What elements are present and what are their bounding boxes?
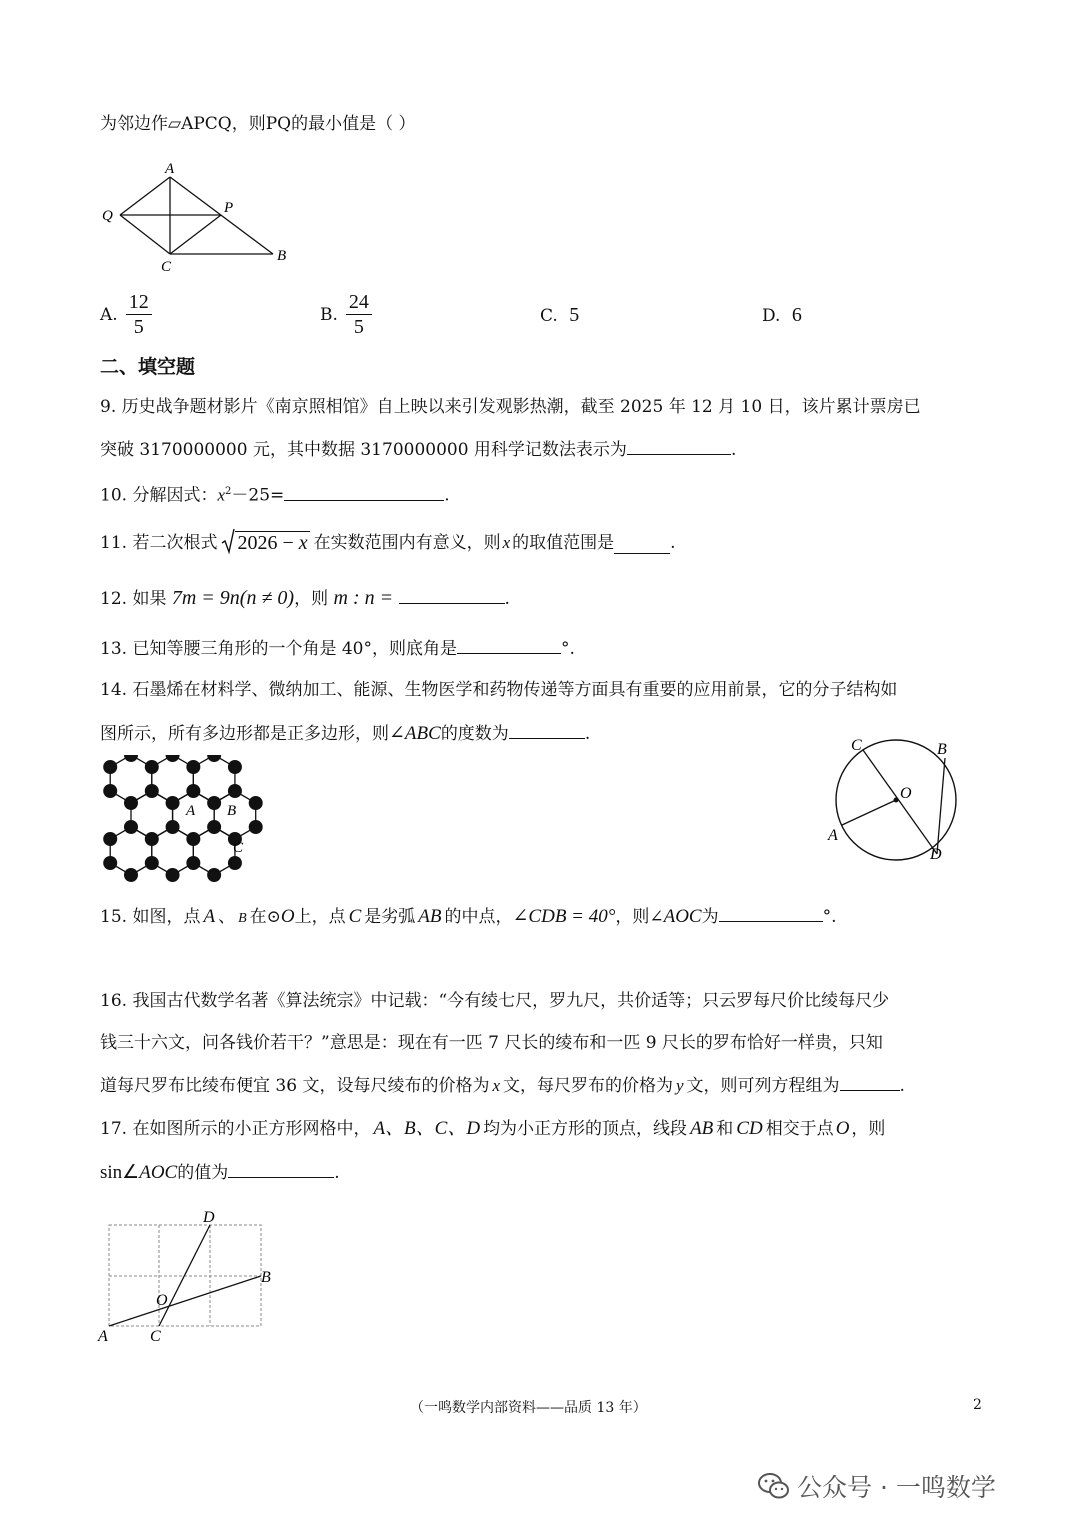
q11-text-mid: 在实数范围内有意义，则 [313,533,501,553]
q10-text: 10. 分解因式： [100,485,218,506]
q17-label-D: D [203,1209,215,1226]
q14-line2 [100,722,590,745]
q8-option-a-fraction [126,290,152,339]
q17-point-O: O [835,1118,850,1139]
graphene-atom [186,760,200,774]
q15-text-pre: 15. 如图，点 [100,907,201,927]
q15-on-circle: 在⊙ [249,907,281,927]
q15-text-mid3: 的中点， [444,907,513,927]
q17-points: A、B、C、D [373,1118,481,1139]
q9-line1: 9. 历史战争题材影片《南京照相馆》自上映以来引发观影热潮，截至 2025 年 12 月 10 日，该片累计票房已 [100,397,921,417]
graphene-atom [207,755,221,762]
q17-and: 和 [716,1119,734,1139]
q17-sin: sin∠ [100,1162,140,1183]
q12-text-pre: 12. 如果 [100,589,167,609]
q15-line [100,905,837,930]
q8-option-c[interactable] [540,304,579,327]
watermark [757,1468,996,1504]
q17-label-A: A [98,1328,108,1345]
graphene-atom [145,760,159,774]
q15-circle-O: O [280,906,295,927]
graphene-atom [186,856,200,870]
q15-point-B: B [238,911,247,926]
q17-answer-blank[interactable] [228,1161,334,1178]
q15-condition: ∠CDB = 40° [512,906,616,927]
q8-label-B: B [277,248,287,264]
q11-var-x: x [502,533,511,552]
graphene-atom [207,868,221,882]
q14-graphene-figure [95,755,285,895]
q8-stem-tail: 为邻边作▱APCQ，则PQ的最小值是（ ） [100,114,416,134]
q14-label-B: B [227,803,237,819]
q14-label-A: A [186,803,196,819]
q11-answer-blank[interactable] [614,537,670,554]
q17-label-C: C [150,1328,161,1345]
q16-line1: 16. 我国古代数学名著《算法统宗》中记载：“今有绫七尺，罗九尺，共价适等；只云罗每尺价比绫每尺少 [100,991,890,1011]
q15-point-A: A [203,906,216,927]
graphene-atom [103,856,117,870]
q13-answer-blank[interactable] [457,637,561,654]
q16-var-x: x [492,1076,500,1095]
graphene-atom [124,868,138,882]
q8-label-C: C [161,259,172,275]
section-fill-in-blank-heading: 二、填空题 [100,356,196,378]
q16-line3 [100,1074,905,1097]
q8-option-b-label: B. [320,304,338,325]
q11-text-post: 的取值范围是 [512,533,615,553]
graphene-hexagon [152,755,194,803]
q15-angle-AOC: AOC [663,906,702,927]
q9-answer-blank[interactable] [627,438,731,455]
q11-radical [221,528,309,554]
q15-label-A: A [828,827,838,844]
graphene-atom [166,820,180,834]
q16-text-b: 文，每尺罗布的价格为 [503,1076,673,1096]
graphene-atom [124,796,138,810]
graphene-atom [166,796,180,810]
graphene-atom [228,760,242,774]
q8-option-b-numerator: 24 [346,290,372,315]
q17-label-B: B [261,1269,271,1286]
q8-option-d-label: D. [762,306,781,326]
q10-expr-rest: －25= [231,485,285,506]
q16-var-y: y [676,1076,684,1095]
q17-angle-AOC: AOC [139,1162,178,1183]
q11-text-pre: 11. 若二次根式 [100,533,218,553]
q15-point-C: C [348,906,362,927]
q14-text-post: 的度数为 [440,724,509,744]
q9-line2-text: 突破 3170000000 元，其中数据 3170000000 用科学记数法表示为 [100,440,627,460]
q15-answer-blank[interactable] [719,905,823,922]
q10-line [100,481,450,507]
q13-line [100,637,575,660]
graphene-atom [166,755,180,762]
q15-text-mid5: 为 [701,907,719,927]
q15-text-mid2: 是劣弧 [364,907,416,927]
graphene-atom [145,832,159,846]
q11-line [100,528,676,554]
page-number: 2 [973,1397,982,1413]
q17-segment-CD: CD [736,1118,763,1139]
watermark-text: 公众号 · 一鸣数学 [797,1473,996,1502]
q8-option-b-denominator: 5 [353,316,364,338]
q8-option-c-label: C. [540,306,558,326]
q15-text-mid1: 上，点 [294,907,346,927]
graphene-atom [103,784,117,798]
graphene-atom [145,856,159,870]
q17-text-c: 相交于点 [765,1119,834,1139]
graphene-hexagon [193,755,235,803]
graphene-atom [186,784,200,798]
graphene-atom [124,820,138,834]
q8-option-b-fraction [346,290,372,339]
q12-answer-blank[interactable] [399,587,505,604]
graphene-atom [207,820,221,834]
q10-end: . [444,485,450,506]
q15-circle-figure [822,730,967,865]
q11-radicand-x: x [298,532,308,554]
graphene-hexagon [110,827,152,875]
q16-end: . [899,1076,905,1096]
q17-text-value: 的值为 [177,1163,229,1183]
q14-line1: 14. 石墨烯在材料学、微纳加工、能源、生物医学和药物传递等方面具有重要的应用前景，它的分子结构如 [100,680,898,700]
q8-option-a-numerator: 12 [126,290,152,315]
q16-text-c: 文，则可列方程组为 [686,1076,840,1096]
q15-label-D: D [930,846,942,863]
q17-label-O: O [156,1292,168,1309]
q17-line2 [100,1161,340,1184]
q8-label-A: A [165,161,175,177]
wechat-icon [757,1471,791,1501]
q14-text-pre: 图所示，所有多边形都是正多边形，则 [100,724,389,744]
q15-sep: 、 [218,907,236,927]
q12-equation: 7m = 9n(n ≠ 0) [171,587,295,609]
graphene-atom [249,796,263,810]
graphene-atom [186,832,200,846]
q15-label-B: B [937,741,947,758]
q14-answer-blank[interactable] [509,722,585,739]
q10-exponent: 2 [225,486,232,497]
q17-text-a: 17. 在如图所示的小正方形网格中， [100,1119,371,1139]
graphene-hexagon [193,827,235,875]
graphene-atom [103,760,117,774]
q14-angle: ∠ABC [389,723,441,744]
graphene-hexagon [110,755,152,803]
q8-option-b[interactable] [320,290,372,339]
q10-var-x: x [217,485,225,505]
graphene-atom [124,755,138,762]
q8-parallelogram-figure [95,158,300,278]
q17-text-d: ，则 [851,1119,886,1139]
q16-text-a: 道每尺罗布比绫布便宜 36 文，设每尺绫布的价格为 [100,1076,490,1096]
q8-label-P: P [224,200,234,216]
q8-option-a-label: A. [100,304,118,325]
graphene-atom [166,868,180,882]
graphene-atom [228,784,242,798]
q13-end: °. [560,639,575,659]
q16-answer-blank[interactable] [840,1074,900,1091]
graphene-hexagon [131,791,173,839]
page-footer-note: （一鸣数学内部资料——品质 13 年） [410,1400,647,1416]
q11-radicand-number: 2026 − [237,532,299,554]
q10-answer-blank[interactable] [284,484,444,501]
graphene-atom [249,820,263,834]
q17-line1 [100,1118,885,1140]
graphene-hexagon [152,827,194,875]
q15-end: °. [822,907,837,927]
graphene-atom [228,856,242,870]
q14-end: . [584,724,591,744]
q15-label-O: O [900,785,912,802]
q12-line [100,587,510,610]
q15-text-mid4: ，则∠ [615,907,664,927]
radical-sign-icon [221,528,235,554]
graphene-atom [103,832,117,846]
q8-option-a[interactable] [100,290,152,339]
q9-line2 [100,438,736,461]
q8-option-a-denominator: 5 [133,316,144,338]
q11-end: . [670,533,676,553]
q8-option-c-value: 5 [569,304,580,326]
q8-option-d[interactable] [762,304,802,327]
q17-text-b: 均为小正方形的顶点，线段 [483,1119,688,1139]
q12-end: . [504,589,510,609]
q8-option-d-value: 6 [791,304,802,326]
q16-line2: 钱三十六文，问各钱价若干？”意思是：现在有一匹 7 尺长的绫布和一匹 9 尺长的罗布恰好一样贵，只知 [100,1033,883,1053]
q17-end: . [334,1163,340,1183]
q9-end: . [730,440,737,460]
q17-segment-AB: AB [690,1118,714,1139]
q8-label-Q: Q [102,208,113,224]
q17-grid-figure [95,1205,285,1350]
q12-text-mid: ，则 [294,589,329,609]
q14-label-C: C [233,840,244,856]
graphene-atom [207,796,221,810]
graphene-atom [145,784,159,798]
q13-text: 13. 已知等腰三角形的一个角是 40°，则底角是 [100,639,457,659]
q15-label-C: C [851,737,862,754]
q15-arc-AB: AB [418,906,442,927]
q12-ratio: m : n = [333,587,394,609]
